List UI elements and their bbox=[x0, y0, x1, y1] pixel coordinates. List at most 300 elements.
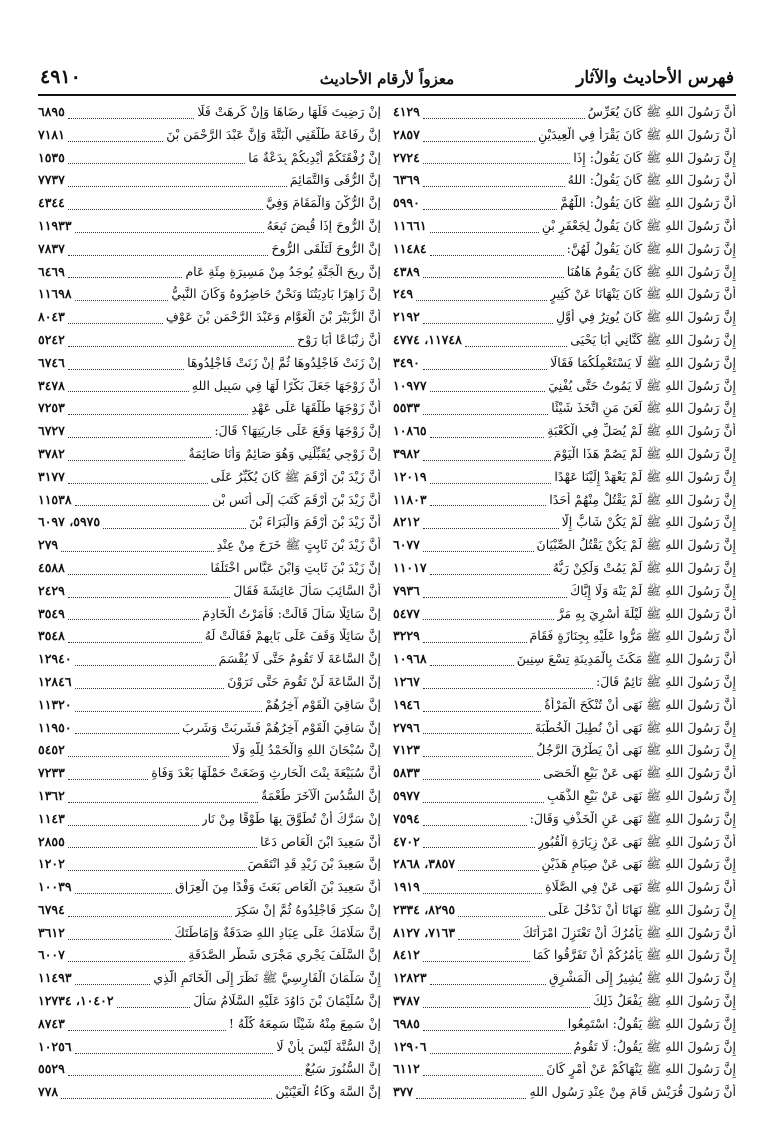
hadith-number: ٣٥٤٨ bbox=[38, 628, 65, 644]
hadith-number: ٢٧٢٤ bbox=[393, 149, 420, 165]
index-entry bbox=[38, 492, 381, 515]
entry-text: أَنَّ رَسُولَ اللهِ ﷺ يَأْمُرُكَ أَنْ تَعْتَزِلَ امْرَأَتَكَ bbox=[522, 924, 736, 940]
dot-leader bbox=[423, 619, 555, 620]
index-entry bbox=[38, 1016, 381, 1039]
hadith-number: ١٠٢٥٦ bbox=[38, 1038, 72, 1054]
index-entry bbox=[38, 332, 381, 355]
left-column bbox=[38, 104, 381, 1107]
index-entry bbox=[393, 378, 736, 401]
index-entry bbox=[38, 172, 381, 195]
dot-leader bbox=[430, 505, 547, 506]
hadith-number: ١٢٠١٩ bbox=[393, 468, 427, 484]
hadith-number: ٢٧٩٦ bbox=[393, 719, 420, 735]
index-entry bbox=[393, 241, 736, 264]
entry-text: إِنَّ رَسُولَ اللهِ ﷺ نَهَانَا أَنْ نَدْخُلَ عَلَى bbox=[548, 901, 736, 917]
index-entry bbox=[38, 355, 381, 378]
index-entry bbox=[393, 925, 736, 948]
dot-leader bbox=[68, 414, 248, 415]
entry-text: إِنَّ رَسُولَ اللهِ ﷺ نَهَى عَنْ بَيْعِ الذَّهَبِ bbox=[547, 787, 736, 803]
dot-leader bbox=[423, 141, 535, 142]
hadith-number: ١٠٤٠٢، ١٢٧٣٤ bbox=[38, 993, 114, 1009]
hadith-number: ٥٥٢٩ bbox=[38, 1061, 65, 1077]
index-entry bbox=[393, 537, 736, 560]
hadith-number: ٨٠٤٣ bbox=[38, 309, 65, 325]
index-entry bbox=[38, 583, 381, 606]
hadith-number: ٦٣٦٩ bbox=[393, 172, 420, 188]
entry-text: أَنَّ رَسُولَ اللهِ ﷺ مَرُّوا عَلَيْهِ بِجِنَازَةٍ فَقَامَ bbox=[529, 628, 736, 644]
hadith-number: ٢٨٥٧ bbox=[393, 126, 420, 142]
entry-text: أَنَّ رَسُولَ اللهِ ﷺ لَمْ يُصَلِّ فِي الْكَعْبَةِ bbox=[547, 423, 736, 439]
index-entry bbox=[393, 104, 736, 127]
entry-text: إِنَّ رُفْقَتَكُمْ أَيْدِيكُمْ بِدَعْةٌ مَا bbox=[248, 149, 381, 165]
dot-leader bbox=[68, 870, 245, 871]
hadith-number: ٣٢٢٩ bbox=[393, 628, 420, 644]
entry-text: إِنَّ رَسُولَ اللهِ ﷺ يَقُولُ: اسْتَمِعُوا bbox=[567, 1015, 736, 1031]
entry-text: إِنَّ سَلَامَكَ عَلَى عِبَادِ اللهِ صَدَقَةٌ وَإِمَاطَتَكَ bbox=[174, 924, 381, 940]
index-entry bbox=[38, 788, 381, 811]
index-entry bbox=[38, 104, 381, 127]
hadith-number: ٥٨٣٣ bbox=[393, 765, 420, 781]
dot-leader bbox=[423, 642, 527, 643]
dot-leader bbox=[423, 711, 541, 712]
hadith-number: ٤١٢٩ bbox=[393, 104, 420, 119]
hadith-number: ٣٦١٢ bbox=[38, 924, 65, 940]
hadith-number: ١١٥٣٨ bbox=[38, 491, 72, 507]
entry-text: إِنَّ رَسُولَ اللهِ ﷺ نَهَى عَنْ صِيَامِ هَذَيْنِ bbox=[541, 856, 736, 872]
index-entry bbox=[393, 856, 736, 879]
entry-text: إِنْ سَكِرَ فَاجْلِدُوهُ ثُمَّ إِنْ سَكِرَ bbox=[234, 901, 381, 917]
index-entry bbox=[38, 309, 381, 332]
index-entry bbox=[38, 560, 381, 583]
index-entry bbox=[38, 150, 381, 173]
hadith-number: ٦٩٨٥ bbox=[393, 1015, 420, 1031]
entry-text: إِنَّ الرُّقَى وَالتَّمَائِمَ bbox=[289, 172, 381, 188]
entry-text: إِنَّ رَسُولَ اللهِ ﷺ كَانَ يَقُومُ هَاهُنَا bbox=[566, 263, 736, 279]
entry-text: إِنَّ السَّلَفَ يَجْرِي مَجْرَى شَطْرِ الصَّدَقَةِ bbox=[188, 947, 381, 963]
entry-text: إِنَّ رَسُولَ اللهِ ﷺ لَمْ يَعْهَدْ إِلَيْنَا عَهْدًا bbox=[554, 468, 736, 484]
entry-text: إِنَّ سَاقِيَ الْقَوْمِ آخِرُهُمْ bbox=[264, 696, 381, 712]
dot-leader bbox=[423, 277, 564, 278]
dot-leader bbox=[423, 369, 547, 370]
dot-leader bbox=[68, 277, 183, 278]
index-entry bbox=[393, 264, 736, 287]
dot-leader bbox=[423, 756, 533, 757]
index-entry bbox=[393, 879, 736, 902]
index-entry bbox=[393, 720, 736, 743]
hadith-number: ١١٩٣٣ bbox=[38, 217, 72, 233]
hadith-number: ٢٤٩ bbox=[393, 286, 414, 302]
dot-leader bbox=[75, 505, 210, 506]
entry-text: إِنَّ رَسُولَ اللهِ ﷺ نَائِمٌ قَالَ: bbox=[596, 673, 736, 689]
dot-leader bbox=[68, 209, 263, 210]
entry-text: إِنْ سَمِعَ مِنْهُ شَيْئًا سَمِعَهُ كُلَّهُ ! bbox=[228, 1015, 381, 1031]
index-entry bbox=[38, 195, 381, 218]
index-entry bbox=[38, 856, 381, 879]
hadith-number: ٣٤٩٠ bbox=[393, 354, 420, 370]
index-entry bbox=[393, 834, 736, 857]
entry-text: إِنَّ رَسُولَ اللهِ ﷺ يَأْمُرُكُمْ أَنْ تَفَرَّقُوا كَمَا bbox=[532, 947, 736, 963]
hadith-number: ١١٨٠٣ bbox=[393, 491, 427, 507]
hadith-number: ٨٢١٢ bbox=[393, 514, 420, 530]
index-entry bbox=[393, 902, 736, 925]
dot-leader bbox=[423, 597, 567, 598]
dot-leader bbox=[75, 984, 151, 985]
entry-text: أَنَّ رَسُولَ قُرَيْشٍ قَامَ مِنْ عِنْدِ رَسُولِ اللهِ bbox=[529, 1084, 736, 1100]
dot-leader bbox=[458, 939, 520, 940]
entry-text: إِنَّ رَسُولَ اللهِ ﷺ كَنَّانِي أَبَا يَحْيَى bbox=[570, 331, 736, 347]
entry-text: أَنَّ زَوْجَهَا جَعَلَ بَكْرًا لَهَا فِي سَبِيلِ اللهِ bbox=[191, 377, 381, 393]
dot-leader bbox=[430, 574, 550, 575]
index-entry bbox=[38, 1061, 381, 1084]
page-header bbox=[38, 64, 736, 96]
hadith-number: ١٢٦٧ bbox=[393, 673, 420, 689]
index-entry bbox=[38, 742, 381, 765]
hadith-number: ٣١٧٧ bbox=[38, 468, 65, 484]
dot-leader bbox=[423, 460, 551, 461]
hadith-number: ٣٩٨٢ bbox=[393, 445, 420, 461]
hadith-number: ١٩١٩ bbox=[393, 879, 420, 895]
hadith-number: ٧٩٣٦ bbox=[393, 582, 420, 598]
dot-leader bbox=[68, 323, 163, 324]
hadith-number: ٦٨٩٥ bbox=[38, 104, 65, 119]
hadith-number: ٢٧٩ bbox=[38, 537, 59, 553]
hadith-number: ١٠٩٦٨ bbox=[393, 651, 427, 667]
index-entry bbox=[38, 902, 381, 925]
dot-leader bbox=[430, 232, 539, 233]
index-entry bbox=[38, 628, 381, 651]
index-entry bbox=[38, 127, 381, 150]
index-entry bbox=[38, 651, 381, 674]
hadith-number: ٥٩٩٠ bbox=[393, 195, 420, 211]
entry-text: إِنَّ سَلْمَانَ الْفَارِسِيَّ ﷺ نَظَرَ إِلَى الْخَاتَمِ الَّذِي bbox=[153, 970, 381, 986]
index-entry bbox=[393, 332, 736, 355]
entry-text: أَنَّ رَسُولَ اللهِ ﷺ نَهَى أَنْ تُنْكَحَ الْمَرْأَةُ bbox=[544, 696, 736, 712]
dot-leader bbox=[68, 642, 202, 643]
entry-text: أَنَّ زَيْدَ بْنَ أَرْقَمَ كَتَبَ إِلَى أَنَسِ بْنِ bbox=[212, 491, 381, 507]
index-entry bbox=[38, 879, 381, 902]
dot-leader bbox=[68, 391, 189, 392]
index-entry bbox=[38, 1039, 381, 1062]
entry-text: إِنَّ رَسُولَ اللهِ ﷺ كَانَ يَقُولُ لَهُنَّ: bbox=[566, 240, 736, 256]
dot-leader bbox=[75, 688, 225, 689]
entry-text: إِنَّ رَسُولَ اللهِ ﷺ لَمْ يَكُنْ يَقْتُلُ الصِّبْيَانَ bbox=[536, 537, 736, 553]
hadith-number: ٣٤٧٨ bbox=[38, 377, 65, 393]
index-entry bbox=[38, 264, 381, 287]
hadith-number: ٤٥٨٨ bbox=[38, 559, 65, 575]
dot-leader bbox=[423, 688, 593, 689]
index-entry bbox=[393, 355, 736, 378]
index-entry bbox=[393, 469, 736, 492]
dot-leader bbox=[68, 847, 257, 848]
dot-leader bbox=[68, 1030, 226, 1031]
entry-text: إِنَّ السُّنُورَ سَبُعٌ bbox=[304, 1061, 381, 1077]
index-entry bbox=[38, 993, 381, 1016]
index-entry bbox=[38, 925, 381, 948]
index-entry bbox=[38, 514, 381, 537]
index-entry bbox=[393, 150, 736, 173]
hadith-number: ٥٥٣٣ bbox=[393, 400, 420, 416]
hadith-number: ٧٢٥٣ bbox=[38, 400, 65, 416]
hadith-number: ٣٧٨٧ bbox=[393, 993, 420, 1009]
page-number: ٤٩١٠ bbox=[40, 66, 81, 88]
index-entry bbox=[393, 286, 736, 309]
dot-leader bbox=[68, 163, 245, 164]
dot-leader bbox=[61, 551, 213, 552]
entry-text: أَنَّ زَيْدَ بْنَ ثَابِتٍ ﷺ خَرَجَ مِنْ عِنْدِ bbox=[216, 537, 381, 553]
dot-leader bbox=[423, 163, 570, 164]
entry-text: أَنَّ رَسُولَ اللهِ ﷺ كَانَ يَقُولُ لِجَعْفَرِ بْنِ bbox=[541, 217, 736, 233]
entry-text: إِنَّ السَّاعَةَ لَنْ تَقُومَ حَتَّى تَرَوْنَ bbox=[227, 673, 381, 689]
hadith-number: ٧١٦٣، ٨١٢٧ bbox=[393, 924, 456, 940]
dot-leader bbox=[117, 1007, 191, 1008]
running-subtitle: معزواً لأرقام الأحاديث bbox=[319, 70, 455, 88]
hadith-number: ٥٩٧٥، ٦٠٩٧ bbox=[38, 514, 101, 530]
dot-leader bbox=[423, 186, 565, 187]
dot-leader bbox=[430, 437, 545, 438]
entry-text: إِنَّ الرُّوحَ إِذَا قُبِضَ تَبِعَهُ bbox=[266, 217, 381, 233]
entry-text: أَنَّ سُبَيْعَةَ بِنْتَ الْحَارِثِ وَضَعَتْ حَمْلَهَا بَعْدَ وَفَاةِ bbox=[151, 765, 381, 781]
hadith-number: ٦٠٧٧ bbox=[393, 537, 420, 553]
entry-text: إِنْ زَنَتْ فَاجْلِدُوهَا ثُمَّ إِنْ زَنَتْ فَاجْلِدُوهَا bbox=[187, 354, 381, 370]
entry-text: إِنَّ رَسُولَ اللهِ ﷺ كَانَ يُوتِرُ فِي أَوَّلِ bbox=[556, 309, 736, 325]
dot-leader bbox=[423, 323, 553, 324]
index-entry bbox=[38, 1084, 381, 1107]
entry-text: إِنَّ الرُّكْنَ وَالْمَقَامَ وَفِيَّ bbox=[265, 195, 381, 211]
index-entry bbox=[393, 1016, 736, 1039]
index-entry bbox=[393, 218, 736, 241]
dot-leader bbox=[465, 346, 567, 347]
entry-text: إِنَّ السُّنَّةَ لَيْسَ بِأَنْ لَا bbox=[276, 1038, 381, 1054]
dot-leader bbox=[75, 893, 172, 894]
entry-text: إِنَّ رَسُولَ اللهِ ﷺ نَهَى عَنِ الْخَذْفِ وَقَالَ: bbox=[529, 810, 736, 826]
hadith-number: ٣٧٧ bbox=[393, 1084, 414, 1100]
index-entry bbox=[393, 993, 736, 1016]
dot-leader bbox=[68, 779, 148, 780]
entry-text: إِنَّ رَسُولَ اللهِ ﷺ لَا يَسْتَعْمِلُكُمَا فَقَالَا bbox=[550, 354, 736, 370]
dot-leader bbox=[423, 1075, 543, 1076]
dot-leader bbox=[68, 369, 184, 370]
index-entry bbox=[38, 674, 381, 697]
entry-text: إِنَّ سُبْحَانَ اللهِ وَالْحَمْدُ لِلَّهِ وَلَا bbox=[232, 742, 381, 758]
dot-leader bbox=[423, 779, 540, 780]
dot-leader bbox=[68, 802, 258, 803]
index-entry bbox=[393, 446, 736, 469]
dot-leader bbox=[68, 825, 199, 826]
entry-text: إِنَّ سَائِلًا سَأَلَ قَالَتْ: فَأَمَرْتُ الْخَادِمَ bbox=[202, 605, 381, 621]
index-entry bbox=[393, 628, 736, 651]
index-entry bbox=[393, 400, 736, 423]
entry-text: إِنَّ السُّدُسَ الْآخَرَ طُعْمَةٌ bbox=[261, 787, 381, 803]
dot-leader bbox=[430, 391, 546, 392]
index-entry bbox=[38, 537, 381, 560]
hadith-number: ١٠٨٦٥ bbox=[393, 423, 427, 439]
index-entry bbox=[38, 286, 381, 309]
index-entry bbox=[393, 788, 736, 811]
dot-leader bbox=[68, 483, 208, 484]
dot-leader bbox=[430, 665, 514, 666]
hadith-number: ١١٩٥٠ bbox=[38, 719, 72, 735]
dot-leader bbox=[68, 460, 186, 461]
entry-text: إِنَّ زَوْجَهَا وَقَعَ عَلَى جَارِيَتِهَا؟ قَالَ: bbox=[214, 423, 381, 439]
right-column bbox=[393, 104, 736, 1107]
hadith-number: ١٩٤٦ bbox=[393, 696, 420, 712]
index-entry bbox=[38, 947, 381, 970]
index-entry bbox=[393, 583, 736, 606]
entry-text: إِنَّ سُلَيْمَانَ بْنَ دَاوُدَ عَلَيْهِ السَّلَامُ سَأَلَ bbox=[193, 993, 381, 1009]
dot-leader bbox=[75, 300, 169, 301]
entry-text: إِنَّ رَسُولَ اللهِ ﷺ نَهَى أَنْ نُطِيلَ الْخُطْبَةَ bbox=[534, 719, 736, 735]
index-entry bbox=[38, 811, 381, 834]
index-entry bbox=[38, 241, 381, 264]
entry-text: إِنَّ رَسُولَ اللهِ ﷺ يُشِيرُ إِلَى الْمَشْرِقِ bbox=[548, 970, 736, 986]
index-entry bbox=[393, 674, 736, 697]
entry-text: أَنَّ سَعِيدَ بْنَ الْعَاصِ بَعَثَ وَفْدًا مِنَ الْعِرَاقِ bbox=[175, 879, 381, 895]
dot-leader bbox=[423, 1030, 565, 1031]
entry-text: إِنَّ زَوْجِي يُقَبِّلُنِي وَهُوَ صَائِمٌ وَأَنَا صَائِمَةٌ bbox=[188, 445, 381, 461]
index-entry bbox=[393, 423, 736, 446]
entry-text: أَنَّ رَسُولَ اللهِ ﷺ كَانَ يَقْرَأُ فِي الْعِيدَيْنِ bbox=[538, 126, 736, 142]
dot-leader bbox=[68, 756, 229, 757]
hadith-number: ١٠٩٧٧ bbox=[393, 377, 427, 393]
hadith-number: ٦٤٦٩ bbox=[38, 263, 65, 279]
dot-leader bbox=[423, 847, 535, 848]
dot-leader bbox=[103, 528, 246, 529]
hadith-number: ٦٠٠٧ bbox=[38, 947, 65, 963]
hadith-number: ٢٤٢٩ bbox=[38, 582, 65, 598]
dot-leader bbox=[423, 209, 557, 210]
index-entry bbox=[38, 720, 381, 743]
index-entry bbox=[38, 446, 381, 469]
hadith-number: ٣٥٤٩ bbox=[38, 605, 65, 621]
hadith-number: ١٢٩٠٦ bbox=[393, 1038, 427, 1054]
hadith-number: ٤٧٠٢ bbox=[393, 833, 420, 849]
entry-text: إِنَّ سَائِلًا وَقَفَ عَلَى بَابِهِمْ فَقَالَتْ لَهُ bbox=[204, 628, 381, 644]
entry-text: إِنَّ رَسُولَ اللهِ ﷺ لَمْ يَنْهَ وَلَا إِيَّاكَ bbox=[569, 582, 736, 598]
dot-leader bbox=[68, 574, 207, 575]
dot-leader bbox=[75, 733, 179, 734]
entry-text: إِنَّ رَسُولَ اللهِ ﷺ يَقُولُ: لَا تَقُومُ bbox=[573, 1038, 736, 1054]
dot-leader bbox=[430, 483, 552, 484]
entry-text: أَنَّ رَسُولَ اللهِ ﷺ مَكَثَ بِالْمَدِينَةِ تِسْعَ سِنِينَ bbox=[516, 651, 736, 667]
hadith-number: ١٠٠٣٩ bbox=[38, 879, 72, 895]
entry-text: أَنَّ رَسُولَ اللهِ ﷺ نَهَى عَنْ بَيْعِ الْحَصَى bbox=[543, 765, 736, 781]
index-entry bbox=[38, 400, 381, 423]
hadith-number: ١٢٠٢ bbox=[38, 856, 65, 872]
hadith-number: ١١٦٦١ bbox=[393, 217, 427, 233]
entry-text: إِنَّ سَاقِيَ الْقَوْمِ آخِرُهُمْ فَشَرِبَتْ وَشَرِبَ bbox=[182, 719, 381, 735]
hadith-number: ٧٧٣٧ bbox=[38, 172, 65, 188]
dot-leader bbox=[75, 1053, 274, 1054]
dot-leader bbox=[68, 597, 230, 598]
hadith-number: ٦٧٩٤ bbox=[38, 901, 65, 917]
index-entry bbox=[38, 697, 381, 720]
entry-text: إِنَّ رِفَاعَةَ طَلَّقَنِي الْبَتَّةَ وَإِنَّ عَبْدَ الرَّحْمَنِ بْنَ bbox=[166, 126, 381, 142]
dot-leader bbox=[423, 733, 532, 734]
hadith-number: ٧٢٣٣ bbox=[38, 765, 65, 781]
dot-leader bbox=[68, 141, 163, 142]
hadith-number: ١١٤٩٣ bbox=[38, 970, 72, 986]
index-entry bbox=[38, 765, 381, 788]
entry-text: إِنَّ رَسُولَ اللهِ ﷺ لَا يَمُوتُ حَتَّى يُفْنِيَ bbox=[548, 377, 736, 393]
hadith-number: ٧١٨١ bbox=[38, 126, 65, 142]
dot-leader bbox=[423, 551, 534, 552]
entry-text: إِنَّ رَسُولَ اللهِ ﷺ لَعَنَ مَنِ اتَّخَذَ شَيْئًا bbox=[551, 400, 736, 416]
index-entry bbox=[393, 1039, 736, 1062]
dot-leader bbox=[416, 300, 547, 301]
entry-text: إِنَّ رَسُولَ اللهِ ﷺ لَمْ يَكُنْ شَابٌّ إِلَّا bbox=[561, 514, 736, 530]
hadith-number: ٦٧٤٦ bbox=[38, 354, 65, 370]
hadith-number: ١١٤٨٤ bbox=[393, 240, 427, 256]
entry-text: إِنَّ رَسُولَ اللهِ ﷺ لَمْ يَقْتُلْ مِنْهُمْ أَحَدًا bbox=[549, 491, 736, 507]
hadith-number: ١٢٨٢٣ bbox=[393, 970, 427, 986]
dot-leader bbox=[68, 916, 232, 917]
entry-text: أَنَّ زَيْدَ بْنَ أَرْقَمَ وَالْبَرَاءَ بْنَ bbox=[249, 514, 381, 530]
hadith-number: ٢١٩٢ bbox=[393, 309, 420, 325]
hadith-number: ٦٧٢٧ bbox=[38, 423, 65, 439]
dot-leader bbox=[458, 916, 545, 917]
entry-text: إِنَّ رَسُولَ اللهِ ﷺ لَمْ يَصُمْ هَذَا الْيَوْمَ bbox=[553, 445, 736, 461]
hadith-number: ٨٢٩٥، ٢٣٣٤ bbox=[393, 901, 456, 917]
entry-text: إِنَّ السَّاعَةَ لَا تَقُومُ حَتَّى لَا يُقْسَمَ bbox=[218, 651, 381, 667]
hadith-number: ٥٤٧٧ bbox=[393, 605, 420, 621]
entry-text: أَنَّ رَسُولَ اللهِ ﷺ كَانَ يَقُولُ: اللهُ bbox=[567, 172, 736, 188]
index-entry bbox=[38, 970, 381, 993]
hadith-number: ١٥٣٥ bbox=[38, 149, 65, 165]
index-entry bbox=[38, 834, 381, 857]
dot-leader bbox=[68, 186, 287, 187]
hadith-number: ١٢٩٤٠ bbox=[38, 651, 72, 667]
index-entry bbox=[393, 811, 736, 834]
entry-text: أَنَّ السَّائِبَ سَأَلَ عَائِشَةَ فَقَالَ bbox=[233, 582, 381, 598]
index-entry bbox=[38, 378, 381, 401]
hadith-number: ٥٩٧٧ bbox=[393, 787, 420, 803]
index-entry bbox=[393, 697, 736, 720]
entry-text: إِنَّ رَسُولَ اللهِ ﷺ يَنْهَاكُمْ عَنْ أَمْرٍ كَانَ bbox=[546, 1061, 736, 1077]
dot-leader bbox=[423, 528, 559, 529]
dot-leader bbox=[68, 961, 185, 962]
hadith-number: ٤٣٤٤ bbox=[38, 195, 65, 211]
dot-leader bbox=[68, 619, 199, 620]
hadith-number: ٨٧٤٣ bbox=[38, 1015, 65, 1031]
dot-leader bbox=[423, 893, 542, 894]
hadith-number: ١١٦٩٨ bbox=[38, 286, 72, 302]
entry-text: إِنْ رَضِيتَ فَلَهَا رِضَاهَا وَإِنْ كَرِهَتْ فَلَا bbox=[197, 104, 381, 119]
index-entry bbox=[393, 514, 736, 537]
dot-leader bbox=[61, 1098, 272, 1099]
index-entry bbox=[393, 765, 736, 788]
dot-leader bbox=[68, 118, 195, 119]
index-entry bbox=[393, 1061, 736, 1084]
entry-text: إِنْ سَرَّكَ أَنْ تُطَوَّقَ بِهَا طَوْقًا مِنْ نَارٍ bbox=[201, 810, 381, 826]
entry-text: أَنَّ زَيْدَ بْنَ أَرْقَمَ ﷺ كَانَ يُكَبِّرُ عَلَى bbox=[210, 468, 381, 484]
hadith-number: ١١٧٤٨، ٤٧٧٤ bbox=[393, 331, 462, 347]
dot-leader bbox=[68, 437, 211, 438]
entry-text: إِنَّ السَّهَ وِكَاءُ الْعَيْنَيْنِ bbox=[275, 1084, 381, 1100]
dot-leader bbox=[68, 1075, 302, 1076]
dot-leader bbox=[68, 346, 294, 347]
index-entry bbox=[393, 309, 736, 332]
dot-leader bbox=[423, 802, 544, 803]
dot-leader bbox=[423, 825, 527, 826]
entry-text: إِنَّ زَيْدَ بْنَ ثَابِتٍ وَابْنَ عَبَّاسٍ اخْتَلَفَا bbox=[210, 559, 381, 575]
entry-text: إِنَّ رَسُولَ اللهِ ﷺ كَانَ يَقُولُ: إِذَا bbox=[573, 149, 736, 165]
entry-text: أَنَّ رَسُولَ اللهِ ﷺ كَانَ يَقُولُ: اللَّهُمَّ bbox=[560, 195, 736, 211]
hadith-number: ٢٨٥٥ bbox=[38, 833, 65, 849]
dot-leader bbox=[458, 870, 538, 871]
index-entry bbox=[393, 606, 736, 629]
index-entry bbox=[393, 172, 736, 195]
hadith-number: ٤٣٨٩ bbox=[393, 263, 420, 279]
